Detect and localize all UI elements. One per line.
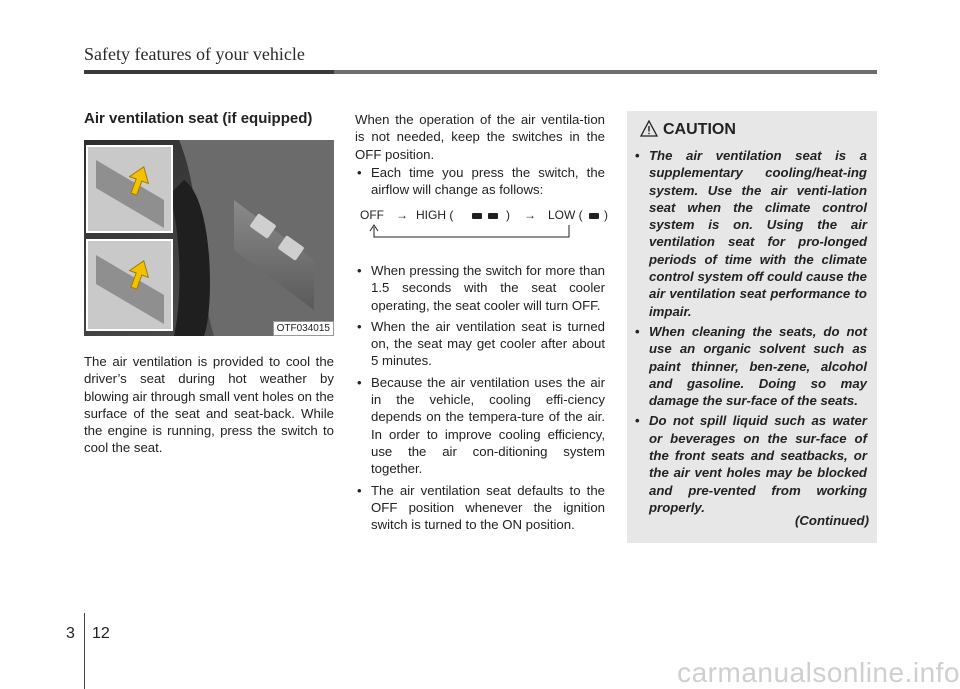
list-item-text: When pressing the switch for more than 1.5 seconds with the seat cooler operating, the seat cooler will turn OFF. <box>371 263 605 313</box>
seat-switch-photo <box>84 140 334 336</box>
list-item-text: Because the air ventilation uses the air in the vehicle, cooling effi-ciency depends on the tempera-ture of the air. In order to improve cooling efficiency, use the air con-ditioning system together. <box>371 374 605 477</box>
section-heading: Air ventilation seat (if equipped) <box>84 110 313 127</box>
chapter-number: 3 <box>66 625 75 642</box>
list-item-text: The air ventilation seat defaults to the OFF position whenever the ignition switch is turned to the ON position. <box>371 482 605 533</box>
figure-code: OTF034015 <box>273 321 334 336</box>
section-header-title: Safety features of your vehicle <box>84 44 305 64</box>
caution-title: CAUTION <box>663 121 736 138</box>
list-item: • The air ventilation seat is a supplementary cooling/heat-ing system. Use the air venti-lation seat when the climate control system is on. Using the air ventilation seat for pro-longed periods of time with the climate control system off could cause the air ventilation seat performance to impair. <box>635 148 867 319</box>
list-item: • When pressing the switch for more than 1.5 seconds with the seat cooler operating, the seat cooler will turn OFF. <box>357 263 605 313</box>
seat-vent-low-icon <box>587 211 603 223</box>
middle-intro-paragraph: When the operation of the air ventila-tion is not needed, keep the switches in the OFF position. <box>355 112 605 162</box>
caution-box <box>627 111 877 543</box>
flow-low-label: LOW ( <box>548 208 583 222</box>
list-item-text: Do not spill liquid such as water or beverages on the sur-face of the front seats and seatbacks, or the air vent holes may be blocked and pre-vented from working properly. <box>649 413 867 515</box>
continued-label: (Continued) <box>795 513 869 528</box>
flow-high-label: HIGH ( <box>416 208 454 222</box>
flow-low-close: ) <box>604 208 608 222</box>
switch-bullet-list <box>355 164 605 203</box>
flow-arrow-1: → <box>396 208 408 222</box>
list-item: • The air ventilation seat defaults to the OFF position whenever the ignition switch is turned to the ON position. <box>357 482 605 533</box>
list-item: • Each time you press the switch, the airflow will change as follows: <box>357 165 605 198</box>
flow-off-label: OFF <box>360 208 384 222</box>
list-item: • Do not spill liquid such as water or beverages on the sur-face of the front seats and seatbacks, or the air vent holes may be blocked and pre-vented from working properly. <box>635 413 867 515</box>
list-item-text: When the air ventilation seat is turned on, the seat may get cooler after about 5 minutes. <box>371 318 605 369</box>
list-item: • When cleaning the seats, do not use an organic solvent such as paint thinner, ben-zene, alcohol and gasoline. Doing so may damage the sur-face of the seats. <box>635 323 867 409</box>
warning-triangle-icon <box>640 120 658 137</box>
header-rule-accent <box>84 70 334 74</box>
seat-vent-high-icon <box>470 211 504 223</box>
caution-list <box>627 147 867 519</box>
airflow-sequence-diagram <box>358 205 618 245</box>
list-item: • Because the air ventilation uses the air in the vehicle, cooling effi-ciency depends on the tempera-ture of the air. In order to improve cooling efficiency, use the air con-ditioning system together. <box>357 374 605 477</box>
flow-arrow-2: → <box>524 208 536 222</box>
list-item-text: When cleaning the seats, do not use an organic solvent such as paint thinner, ben-zene, alcohol and gasoline. Doing so may damage the sur-face of the seats. <box>649 323 867 409</box>
flow-return-arrow <box>358 223 618 241</box>
intro-paragraph: The air ventilation is provided to cool the driver’s seat during hot weather by blowing air through small vent holes on the surface of the seat and seat-back. While the engine is running, press the switch to cool the seat. <box>84 354 334 456</box>
watermark: carmanualsonline.info <box>677 657 960 688</box>
list-item: • When the air ventilation seat is turned on, the seat may get cooler after about 5 minutes. <box>357 318 605 369</box>
page-number: 12 <box>92 625 110 642</box>
console-illustration <box>84 140 334 336</box>
footer-rule <box>84 613 85 689</box>
flow-high-close: ) <box>506 208 510 222</box>
list-item-text: Each time you press the switch, the airflow will change as follows: <box>371 165 605 198</box>
behavior-bullet-list <box>355 262 605 537</box>
list-item-text: The air ventilation seat is a supplementary cooling/heat-ing system. Use the air venti-lation seat when the climate control system is on. Using the air ventilation seat for pro-longed periods of time with the climate control system off could cause the air ventilation seat performance to impair. <box>649 148 867 319</box>
